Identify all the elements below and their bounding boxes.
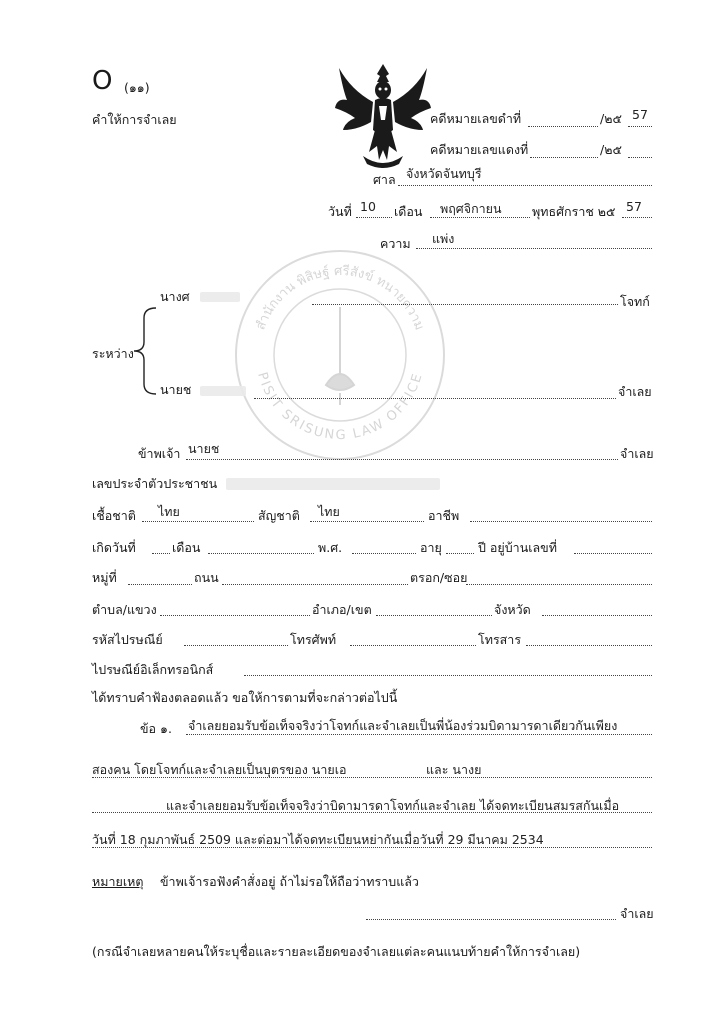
date-year-line: [622, 217, 652, 218]
occupation-line: [470, 521, 652, 522]
intro-text: ได้ทราบคำฟ้องตลอดแล้ว ขอให้การตามที่จะกล่าวต่อไปนี้: [92, 690, 398, 705]
race-line: [142, 521, 254, 522]
moo-label: หมู่ที่: [92, 570, 117, 585]
stamp-text-top: สำนักงาน พิสิษฐ์ ศรีสังข์ ทนายความ: [253, 263, 427, 333]
born-month-line: [208, 553, 314, 554]
province-line: [542, 615, 652, 616]
scale-icon: [326, 307, 354, 405]
date-day: 10: [360, 199, 376, 214]
plaintiff-title: นางศ: [160, 289, 190, 304]
occupation-label: อาชีพ: [428, 508, 460, 523]
date-day-label: วันที่: [328, 204, 352, 219]
matter-line: [416, 248, 652, 249]
defendant-role: จำเลย: [618, 384, 652, 399]
matter-value: แพ่ง: [432, 231, 455, 246]
date-year-label: พุทธศักราช ๒๕: [532, 204, 616, 219]
date-year: 57: [626, 199, 642, 214]
moo-line: [128, 584, 192, 585]
race-value: ไทย: [158, 504, 180, 519]
clause-line-2a: สองคน โดยโจทก์และจำเลยเป็นบุตรของ นายเอ: [92, 762, 347, 777]
clause-rule-4: [92, 847, 652, 848]
defendant-title: นายช: [160, 382, 192, 397]
tambon-line: [160, 615, 310, 616]
born-year-label: พ.ศ.: [318, 540, 343, 555]
matter-label: ความ: [380, 236, 411, 251]
fax-label: โทรสาร: [478, 632, 522, 647]
black-case-year-prefix: /๒๕: [600, 111, 622, 126]
amphoe-label: อำเภอ/เขต: [312, 602, 372, 617]
note-label: หมายเหตุ: [92, 874, 144, 889]
black-case-label: คดีหมายเลขดำที่: [430, 111, 522, 126]
age-line: [446, 553, 474, 554]
postal-label: รหัสไปรษณีย์: [92, 632, 163, 647]
age-label: อายุ: [420, 540, 442, 555]
between-label: ระหว่าง: [92, 346, 134, 361]
red-case-number-line: [530, 157, 598, 158]
nationality-value: ไทย: [318, 504, 340, 519]
i-role: จำเลย: [620, 446, 654, 461]
note-text: ข้าพเจ้ารอฟังคำสั่งอยู่ ถ้าไม่รอให้ถือว่าทราบแล้ว: [160, 874, 419, 889]
red-case-year-line: [628, 157, 652, 158]
email-label: ไปรษณีย์อิเล็กทรอนิกส์: [92, 662, 214, 677]
date-month: พฤศจิกายน: [440, 201, 502, 216]
road-line: [222, 584, 408, 585]
nationality-label: สัญชาติ: [258, 508, 300, 523]
date-month-line: [430, 217, 530, 218]
stamp-text-bottom: PISIT SRISUNG LAW OFFICE: [254, 370, 426, 444]
date-month-label: เดือน: [394, 204, 423, 219]
amphoe-line: [376, 615, 492, 616]
born-month-label: เดือน: [172, 540, 201, 555]
red-case-label: คดีหมายเลขแดงที่: [430, 142, 529, 157]
tambon-label: ตำบล/แขวง: [92, 602, 157, 617]
clause-rule-3: [92, 812, 652, 813]
nationality-line: [310, 521, 424, 522]
postal-line: [184, 645, 288, 646]
form-title: คำให้การจำเลย: [92, 112, 177, 127]
redacted-plaintiff-name: [200, 292, 240, 302]
fax-line: [526, 645, 652, 646]
id-label: เลขประจำตัวประชาชน: [92, 476, 218, 491]
court-line: [398, 185, 652, 186]
clause-rule-2: [92, 777, 652, 778]
house-number-line: [574, 553, 652, 554]
clause-line-4: วันที่ 18 กุมภาพันธ์ 2509 และต่อมาได้จดทะเบียนหย่ากันเมื่อวันที่ 29 มีนาคม 2534: [92, 832, 544, 847]
garuda-emblem-icon: [333, 60, 433, 170]
clause-label: ข้อ ๑.: [140, 721, 172, 736]
clause-rule-1: [186, 734, 652, 735]
race-label: เชื้อชาติ: [92, 508, 136, 523]
born-day-label: เกิดวันที่: [92, 540, 136, 555]
instruction-text: (กรณีจำเลยหลายคนให้ระบุชื่อและรายละเอียดของจำเลยแต่ละคนแนบท้ายคำให้การจำเลย): [92, 944, 581, 959]
signature-role: จำเลย: [620, 906, 654, 921]
signature-line: [366, 919, 616, 920]
email-line: [244, 675, 652, 676]
defendant-line: [254, 398, 616, 399]
age-unit: ปี อยู่บ้านเลขที่: [478, 540, 557, 555]
i-value: นายช: [188, 441, 220, 456]
phone-label: โทรศัพท์: [290, 632, 337, 647]
plaintiff-role: โจทก์: [620, 294, 650, 309]
form-code-number: (๑๑): [124, 80, 150, 95]
red-case-year-prefix: /๒๕: [600, 142, 622, 157]
court-label: ศาล: [373, 172, 396, 187]
court-value: จังหวัดจันทบุรี: [406, 166, 482, 181]
clause-line-1: จำเลยยอมรับข้อเท็จจริงว่าโจทก์และจำเลยเป็นพี่น้องร่วมบิดามารดาเดียวกันเพียง: [188, 718, 618, 733]
clause-line-2b: และ นางย: [426, 762, 482, 777]
black-case-number-line: [528, 126, 598, 127]
i-line: [186, 459, 618, 460]
phone-line: [350, 645, 476, 646]
i-label: ข้าพเจ้า: [138, 446, 181, 461]
born-day-line: [152, 553, 170, 554]
clause-line-3: และจำเลยยอมรับข้อเท็จจริงว่าบิดามารดาโจทก์และจำเลย ได้จดทะเบียนสมรสกันเมื่อ: [166, 798, 620, 813]
black-case-year-line: [628, 126, 652, 127]
redacted-id-number: [226, 478, 440, 490]
black-case-year: 57: [632, 107, 648, 122]
province-label: จังหวัด: [494, 602, 531, 617]
soi-line: [466, 584, 652, 585]
soi-label: ตรอก/ซอย: [410, 570, 468, 585]
law-office-stamp: [230, 245, 450, 465]
born-year-line: [352, 553, 416, 554]
plaintiff-line: [312, 304, 618, 305]
form-code-letter: O: [92, 66, 113, 96]
road-label: ถนน: [194, 570, 219, 585]
redacted-defendant-name: [200, 386, 246, 396]
date-day-line: [356, 217, 392, 218]
